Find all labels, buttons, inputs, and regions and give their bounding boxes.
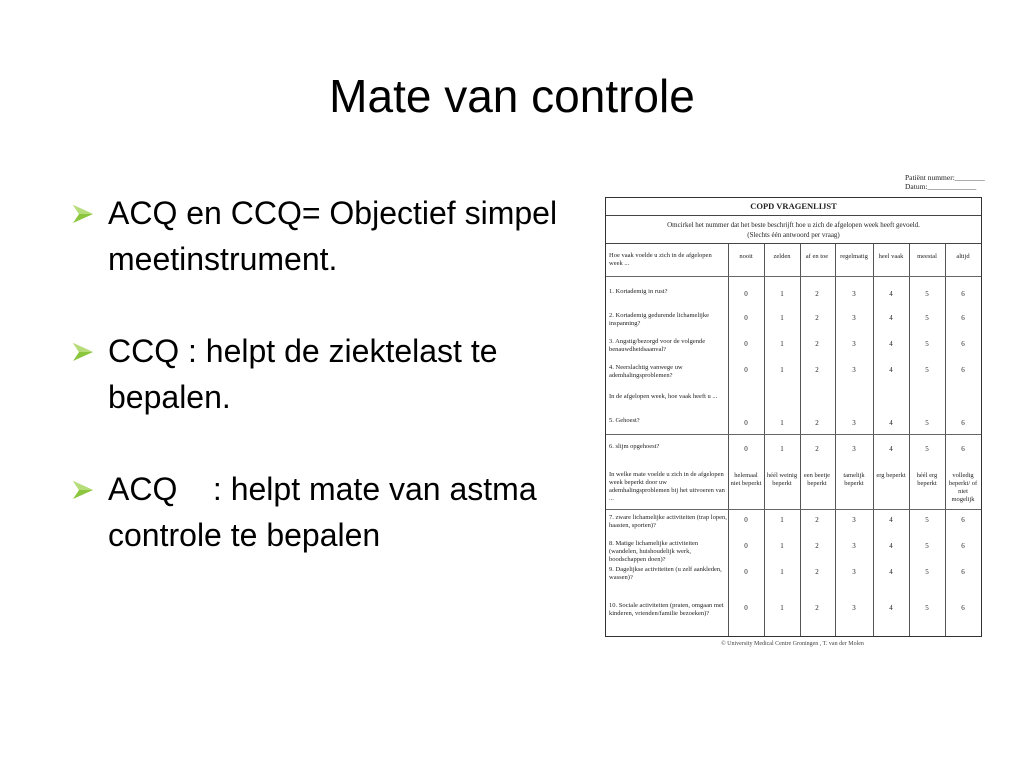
instruction-line: Omcirkel het nummer dat het beste beschrijft hoe u zich de afgelopen week heeft gevoeld. [667,221,920,229]
answer-value: 6 [961,542,965,550]
answer-value: 1 [780,366,784,374]
answer-value: 6 [961,604,965,612]
answer-value: 4 [889,290,893,298]
answer-value: 5 [925,419,929,427]
answer-value: 2 [815,445,819,453]
answer-value: 3 [852,366,856,374]
grid-row-line [606,434,981,435]
answer-value: 2 [815,516,819,524]
scale-label: heel vaak [878,253,904,260]
answer-value: 4 [889,419,893,427]
answer-value: 5 [925,516,929,524]
question-text: 3. Angstig/bezorgd voor de volgende benauwdheidsaanval? [609,338,706,353]
scale-label: regelmatig [840,253,868,260]
grid-column-line [728,244,729,636]
scale-label: altijd [956,253,970,260]
answer-value: 4 [889,542,893,550]
instruction-line: (Slechts één antwoord per vraag) [747,231,840,239]
questionnaire-grid [606,244,981,636]
answer-value: 0 [744,419,748,427]
question-text: 6. slijm opgehoest? [609,443,660,450]
answer-value: 5 [925,314,929,322]
question-text: 9. Dagelijkse activiteiten (u zelf aankleden, wassen)? [609,566,722,581]
answer-value: 4 [889,604,893,612]
answer-value: 3 [852,516,856,524]
questionnaire-instructions [606,216,981,244]
bullet-item [72,190,602,282]
answer-value: 0 [744,314,748,322]
scale-label: héél weinig beperkt [766,472,798,487]
scale-label: volledig beperkt/ of niet mogelijk [948,472,978,503]
scale-label: af en toe [805,253,829,260]
scale-label: erg beperkt [876,472,906,479]
grid-column-line [835,244,836,636]
answer-value: 5 [925,290,929,298]
bullet-item [72,328,602,420]
questionnaire-title: COPD VRAGENLIJST [606,198,981,216]
bullet-list [72,190,602,604]
question-text: 10. Sociale activiteiten (praten, omgaan met kinderen, vrienden/familie bezoeken)? [609,602,724,617]
question-text: 7. zware lichamelijke activiteiten (trap lopen, haasten, sporten)? [609,514,727,529]
answer-value: 6 [961,568,965,576]
answer-value: 0 [744,290,748,298]
answer-value: 3 [852,604,856,612]
question-text: 4. Neerslachtig vanwege uw ademhalingsproblemen? [609,364,683,379]
answer-value: 0 [744,366,748,374]
answer-value: 5 [925,568,929,576]
answer-value: 6 [961,516,965,524]
questionnaire-image [605,197,982,637]
answer-value: 5 [925,445,929,453]
answer-value: 4 [889,340,893,348]
answer-value: 6 [961,366,965,374]
copyright-notice: © University Medical Centre Groningen , T. van der Molen [721,641,864,647]
answer-value: 1 [780,542,784,550]
answer-value: 6 [961,445,965,453]
answer-value: 4 [889,445,893,453]
answer-value: 5 [925,366,929,374]
answer-value: 0 [744,568,748,576]
scale-label: héél erg beperkt [916,472,938,487]
scale-label: helemaal niet beperkt [730,472,762,487]
form-meta [905,173,985,191]
answer-value: 1 [780,290,784,298]
answer-value: 3 [852,542,856,550]
question-text: 5. Gehoest? [609,417,640,424]
grid-column-line [945,244,946,636]
answer-value: 2 [815,604,819,612]
answer-value: 3 [852,340,856,348]
question-text: 1. Kortademig in rust? [609,288,668,295]
arrow-bullet-icon [72,204,94,224]
answer-value: 2 [815,419,819,427]
question-text: 2. Kortademig gedurende lichamelijke inspanning? [609,312,709,327]
arrow-bullet-icon [72,342,94,362]
section-header: In de afgelopen week, hoe vaak heeft u ... [609,393,718,400]
answer-value: 3 [852,290,856,298]
answer-value: 6 [961,419,965,427]
grid-column-line [909,244,910,636]
slide-title: Mate van controle [329,70,695,122]
answer-value: 4 [889,568,893,576]
answer-value: 2 [815,314,819,322]
grid-row-line [606,276,981,277]
grid-column-line [873,244,874,636]
scale-label: meestal [917,253,937,260]
bullet-text: ACQ : helpt mate van astma controle te bepalen [108,471,546,553]
answer-value: 1 [780,568,784,576]
answer-value: 1 [780,516,784,524]
patient-number-field: Patiënt nummer:________ [905,173,985,182]
answer-value: 6 [961,340,965,348]
grid-row-line [606,509,981,510]
scale-label: een beetje beperkt [803,472,831,487]
section-header: In welke mate voelde u zich in de afgelopen week beperkt door uw ademhalingsproblemen bij het uitvoeren van ... [609,471,725,502]
answer-value: 1 [780,445,784,453]
answer-value: 2 [815,290,819,298]
answer-value: 2 [815,366,819,374]
answer-value: 3 [852,445,856,453]
section-header: Hoe vaak voelde u zich in de afgelopen week ... [609,252,712,267]
scale-label: zelden [773,253,791,260]
answer-value: 3 [852,568,856,576]
answer-value: 1 [780,340,784,348]
answer-value: 1 [780,604,784,612]
answer-value: 0 [744,445,748,453]
answer-value: 2 [815,340,819,348]
grid-column-line [800,244,801,636]
bullet-item [72,466,602,558]
date-field: Datum:_____________ [905,182,977,191]
grid-column-line [764,244,765,636]
answer-value: 5 [925,340,929,348]
arrow-bullet-icon [72,480,94,500]
answer-value: 3 [852,419,856,427]
answer-value: 6 [961,290,965,298]
answer-value: 5 [925,604,929,612]
bullet-text: CCQ : helpt de ziektelast te bepalen. [108,333,498,415]
answer-value: 2 [815,542,819,550]
answer-value: 3 [852,314,856,322]
answer-value: 1 [780,314,784,322]
bullet-text: ACQ en CCQ= Objectief simpel meetinstrument. [108,195,558,277]
answer-value: 1 [780,419,784,427]
answer-value: 4 [889,366,893,374]
answer-value: 0 [744,604,748,612]
answer-value: 4 [889,516,893,524]
answer-value: 2 [815,568,819,576]
answer-value: 6 [961,314,965,322]
scale-label: nooit [739,253,753,260]
answer-value: 0 [744,542,748,550]
question-text: 8. Matige lichamelijke activiteiten (wandelen, huishoudelijk werk, boodschappen doen)? [609,540,699,563]
answer-value: 0 [744,340,748,348]
answer-value: 5 [925,542,929,550]
answer-value: 0 [744,516,748,524]
answer-value: 4 [889,314,893,322]
scale-label: tamelijk beperkt [843,472,865,487]
